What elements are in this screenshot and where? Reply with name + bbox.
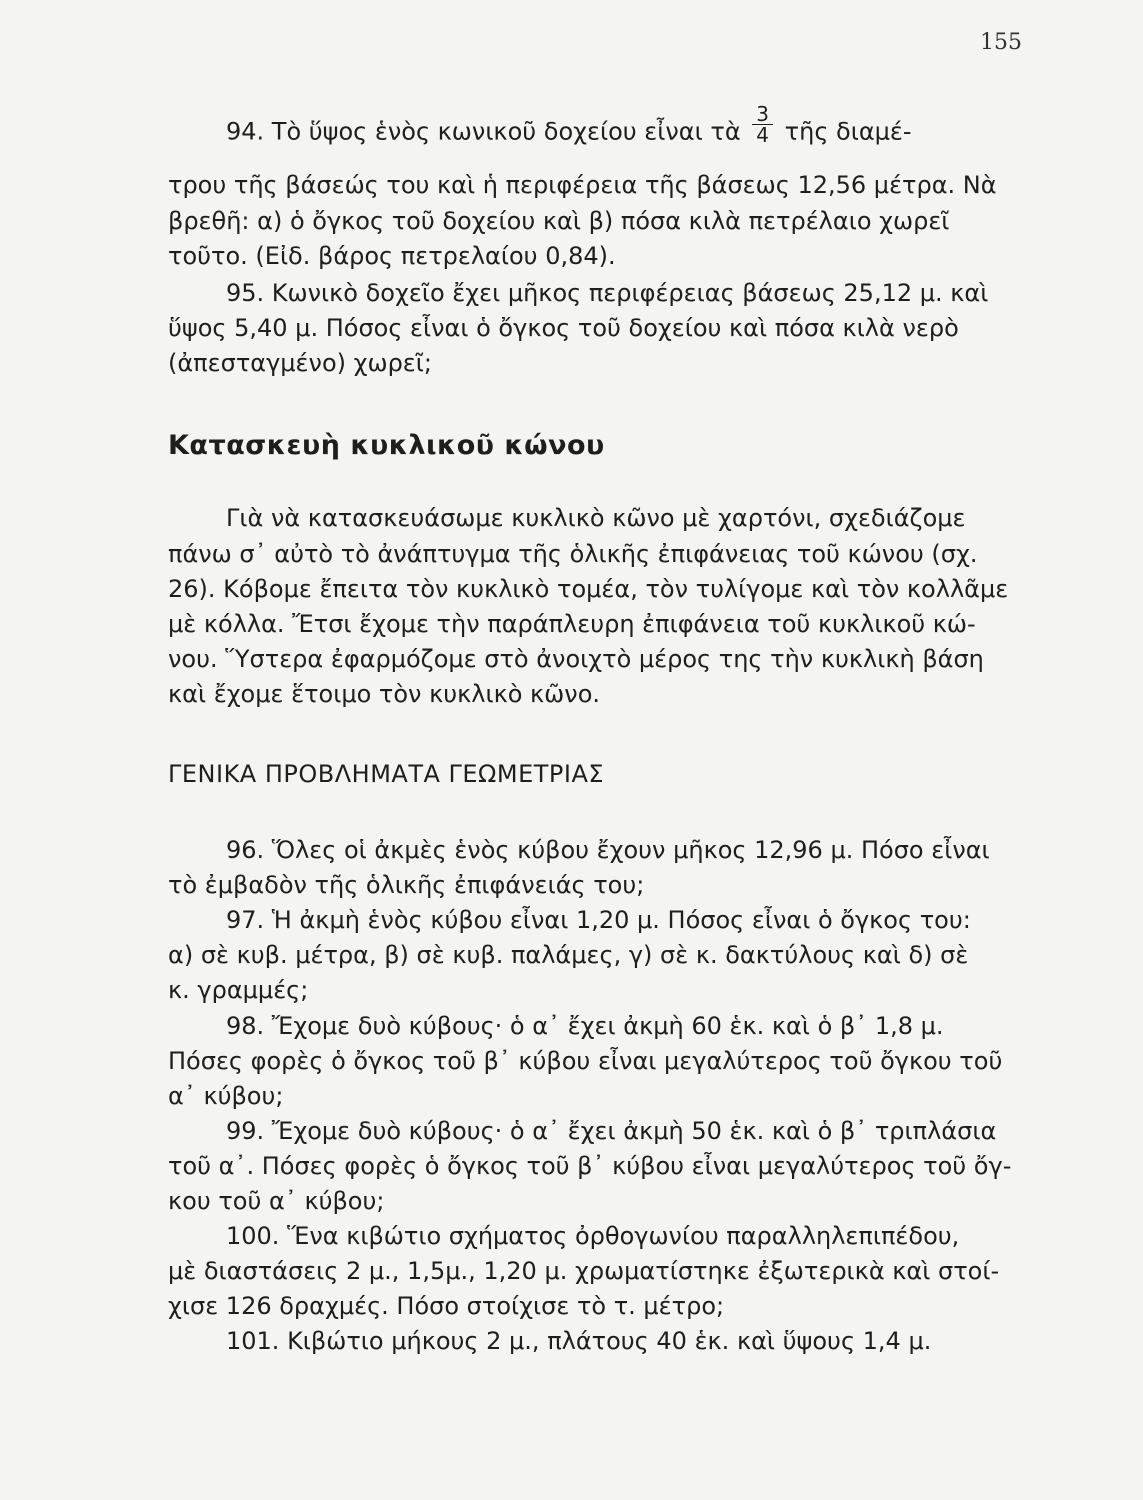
problem-98-line-1: 98. Ἔχομε δυὸ κύβους· ὁ α᾽ ἔχει ἀκμὴ 60 ἑκ. καὶ ὁ β᾽ 1,8 μ. <box>226 1012 944 1040</box>
problem-94-line-4: τοῦτο. (Εἰδ. βάρος πετρελαίου 0,84). <box>168 242 616 270</box>
fraction-three-quarters <box>752 104 773 145</box>
fraction-numerator: 3 <box>752 104 773 125</box>
problem-98-line-2: Πόσες φορὲς ὁ ὄγκος τοῦ β᾽ κύβου εἶναι μεγαλύτερος τοῦ ὄγκου τοῦ <box>168 1047 1003 1075</box>
problem-97-line-2: α) σὲ κυβ. μέτρα, β) σὲ κυβ. παλάμες, γ) σὲ κ. δακτύλους καὶ δ) σὲ <box>168 941 969 969</box>
problem-94-line-3: βρεθῆ: α) ὁ ὄγκος τοῦ δοχείου καὶ β) πόσα κιλὰ πετρέλαιο χωρεῖ <box>168 207 950 235</box>
problem-101-line-1: 101. Κιβώτιο μήκους 2 μ., πλάτους 40 ἑκ. καὶ ὕψους 1,4 μ. <box>226 1327 932 1355</box>
cone-paragraph-line-1: Γιὰ νὰ κατασκευάσωμε κυκλικὸ κῶνο μὲ χαρτόνι, σχεδιάζομε <box>226 504 966 532</box>
fraction-denominator: 4 <box>756 123 770 147</box>
problem-99-line-1: 99. Ἔχομε δυὸ κύβους· ὁ α᾽ ἔχει ἀκμὴ 50 ἑκ. καὶ ὁ β᾽ τριπλάσια <box>226 1117 997 1145</box>
problem-100-line-2: μὲ διαστάσεις 2 μ., 1,5μ., 1,20 μ. χρωματίστηκε ἐξωτερικὰ καὶ στοί- <box>168 1257 1000 1285</box>
problem-96-line-2: τὸ ἐμβαδὸν τῆς ὁλικῆς ἐπιφάνειάς του; <box>168 871 645 899</box>
problem-100-line-3: χισε 126 δραχμές. Πόσο στοίχισε τὸ τ. μέτρο; <box>168 1292 725 1320</box>
cone-paragraph-line-2: πάνω σ᾽ αὐτὸ τὸ ἀνάπτυγμα τῆς ὁλικῆς ἐπιφάνειας τοῦ κώνου (σχ. <box>168 540 978 568</box>
problem-98-line-3: α᾽ κύβου; <box>168 1082 284 1110</box>
problem-99-line-3: κου τοῦ α᾽ κύβου; <box>168 1187 385 1215</box>
problem-99-line-2: τοῦ α᾽. Πόσες φορὲς ὁ ὄγκος τοῦ β᾽ κύβου εἶναι μεγαλύτερος τοῦ ὄγ- <box>168 1152 1012 1180</box>
problem-100-line-1: 100. Ἕνα κιβώτιο σχήματος ὀρθογωνίου παραλληλεπιπέδου, <box>226 1222 960 1250</box>
cone-paragraph-line-3: 26). Κόβομε ἔπειτα τὸν κυκλικὸ τομέα, τὸν τυλίγομε καὶ τὸν κολλᾶμε <box>168 575 1009 603</box>
problem-94-line-2: τρου τῆς βάσεώς του καὶ ἡ περιφέρεια τῆς βάσεως 12,56 μέτρα. Νὰ <box>168 171 997 199</box>
problem-94-text-start: 94. Τὸ ὕψος ἑνὸς κωνικοῦ δοχείου εἶναι τὰ <box>226 117 741 146</box>
problem-94-text-after: τῆς διαμέ- <box>784 117 912 146</box>
cone-paragraph-line-5: νου. Ὕστερα ἐφαρμόζομε στὸ ἀνοιχτὸ μέρος της τὴν κυκλικὴ βάση <box>168 645 984 673</box>
problem-95-line-2: ὕψος 5,40 μ. Πόσος εἶναι ὁ ὄγκος τοῦ δοχείου καὶ πόσα κιλὰ νερὸ <box>168 314 959 342</box>
section-heading-cone-construction: Κατασκευὴ κυκλικοῦ κώνου <box>168 430 605 461</box>
section-heading-general-geometry: ΓΕΝΙΚΑ ΠΡΟΒΛΗΜΑΤΑ ΓΕΩΜΕΤΡΙΑΣ <box>168 760 605 788</box>
problem-95-line-3: (ἀπεσταγμένο) χωρεῖ; <box>168 349 432 377</box>
problem-97-line-1: 97. Ἡ ἀκμὴ ἑνὸς κύβου εἶναι 1,20 μ. Πόσος εἶναι ὁ ὄγκος του: <box>226 906 971 934</box>
problem-97-line-3: κ. γραμμές; <box>168 976 309 1004</box>
cone-paragraph-line-4: μὲ κόλλα. Ἔτσι ἔχομε τὴν παράπλευρη ἐπιφάνεια τοῦ κυκλικοῦ κώ- <box>168 610 976 638</box>
problem-95-line-1: 95. Κωνικὸ δοχεῖο ἔχει μῆκος περιφέρειας βάσεως 25,12 μ. καὶ <box>226 279 989 307</box>
page-number: 155 <box>980 30 1022 55</box>
problem-96-line-1: 96. Ὅλες οἱ ἀκμὲς ἑνὸς κύβου ἔχουν μῆκος 12,96 μ. Πόσο εἶναι <box>226 836 990 864</box>
problem-94-line-1 <box>168 102 1024 153</box>
cone-paragraph-line-6: καὶ ἔχομε ἕτοιμο τὸν κυκλικὸ κῶνο. <box>168 680 600 708</box>
